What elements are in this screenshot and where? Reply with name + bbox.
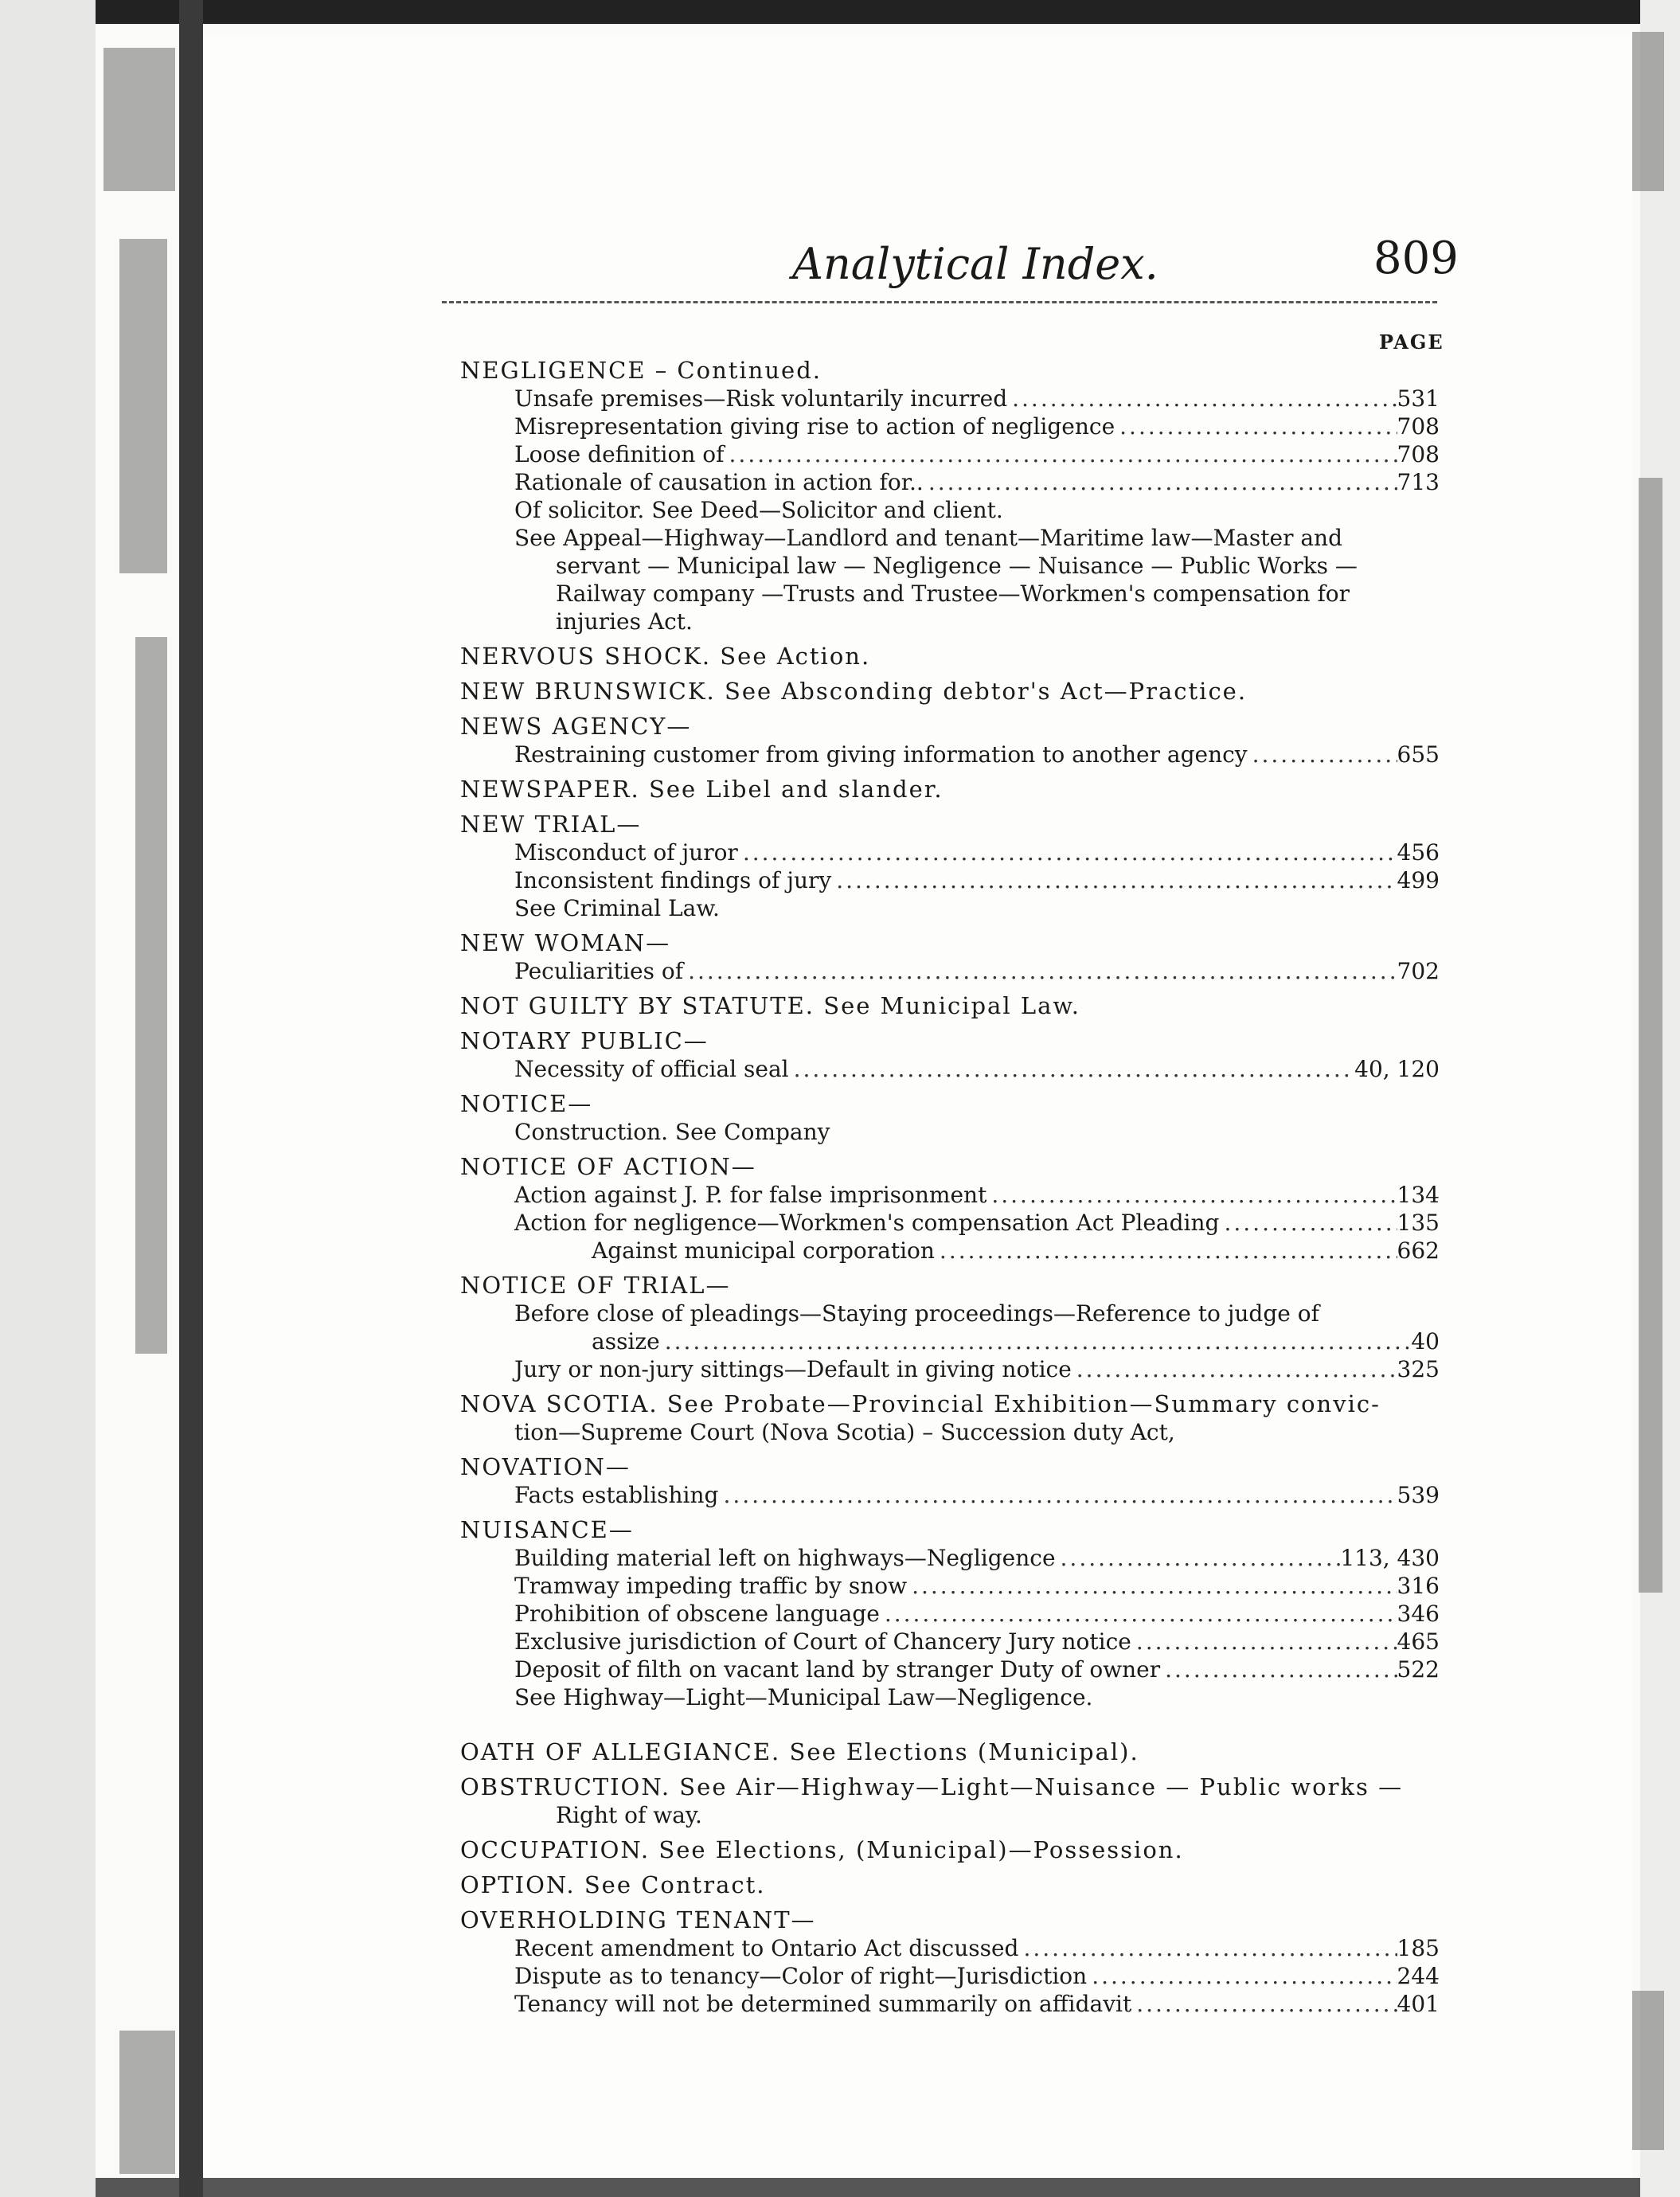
index-subentry <box>460 1355 1440 1383</box>
index-subentry <box>460 1572 1440 1600</box>
entry-page: 113, 430 <box>1340 1545 1440 1571</box>
entry-text: NEW WOMAN— <box>460 929 671 956</box>
entry-text: Necessity of official seal <box>514 1056 789 1082</box>
index-heading <box>460 1906 1440 1934</box>
dot-leader <box>725 440 1397 468</box>
index-heading <box>460 811 1440 839</box>
index-subentry <box>460 412 1440 440</box>
index-heading <box>460 992 1440 1020</box>
entry-text: NEWS AGENCY— <box>460 713 692 740</box>
entry-text: NEW TRIAL— <box>460 811 642 838</box>
index-heading <box>460 643 1440 670</box>
dot-leader <box>1072 1355 1397 1383</box>
entry-page: 316 <box>1397 1573 1440 1599</box>
entry-text: OCCUPATION. See Elections, (Municipal)—Possession. <box>460 1836 1184 1863</box>
entry-page: 655 <box>1397 741 1440 768</box>
index-heading <box>460 1871 1440 1899</box>
entry-text: OBSTRUCTION. See Air—Highway—Light—Nuisance — Public works — <box>460 1773 1404 1800</box>
entry-page: 346 <box>1397 1601 1440 1627</box>
index-subentry <box>460 1481 1440 1509</box>
entry-text: tion—Supreme Court (Nova Scotia) – Succession duty Act, <box>514 1419 1175 1445</box>
entry-text: Recent amendment to Ontario Act discussed <box>514 1935 1019 1961</box>
index-subentry <box>460 440 1440 468</box>
index-body <box>460 357 1440 2018</box>
entry-text: See Highway—Light—Municipal Law—Negligence. <box>514 1684 1093 1710</box>
entry-text: OVERHOLDING TENANT— <box>460 1906 816 1933</box>
index-heading <box>460 776 1440 803</box>
entry-text: injuries Act. <box>556 608 693 635</box>
dot-leader <box>789 1055 1355 1083</box>
entry-text: NOT GUILTY BY STATUTE. See Municipal Law. <box>460 992 1080 1019</box>
index-subentry <box>460 1237 1440 1265</box>
page-column-label: PAGE <box>1379 330 1444 354</box>
entry-text: Restraining customer from giving information to another agency <box>514 741 1248 768</box>
entry-text: Against municipal corporation <box>592 1237 935 1264</box>
entry-page: 244 <box>1397 1963 1440 1989</box>
entry-page: 662 <box>1397 1237 1440 1264</box>
dot-leader <box>1007 385 1397 412</box>
dot-leader <box>1131 1628 1397 1656</box>
dot-leader <box>1131 1990 1397 2018</box>
index-heading <box>460 1027 1440 1055</box>
entry-text: See Appeal—Highway—Landlord and tenant—Maritime law—Master and <box>514 525 1343 551</box>
dot-leader <box>738 839 1397 866</box>
index-heading <box>460 1836 1440 1864</box>
index-subentry <box>460 866 1440 894</box>
entry-text: Facts establishing <box>514 1482 719 1508</box>
index-heading <box>460 1153 1440 1181</box>
entry-text: OPTION. See Contract. <box>460 1871 766 1898</box>
entry-page: 531 <box>1397 385 1440 412</box>
entry-text: Action for negligence—Workmen's compensation Act Pleading <box>514 1210 1220 1236</box>
entry-page: 499 <box>1397 867 1440 893</box>
entry-text: Misconduct of juror <box>514 839 738 866</box>
dot-leader <box>1056 1544 1341 1572</box>
index-heading <box>460 713 1440 741</box>
entry-page: 134 <box>1397 1182 1440 1208</box>
index-heading <box>460 1453 1440 1481</box>
entry-text: Construction. See Company <box>514 1119 830 1145</box>
index-subentry <box>460 1181 1440 1209</box>
index-heading <box>460 1272 1440 1300</box>
entry-text: NOTARY PUBLIC— <box>460 1027 709 1054</box>
entry-text: Building material left on highways—Negligence <box>514 1545 1056 1571</box>
index-subentry <box>460 1628 1440 1656</box>
dot-leader <box>1115 412 1397 440</box>
entry-text: Jury or non-jury sittings—Default in giving notice <box>514 1356 1072 1382</box>
dot-leader <box>880 1600 1397 1628</box>
entry-page: 40 <box>1411 1328 1440 1355</box>
entry-text: Exclusive jurisdiction of Court of Chancery Jury notice <box>514 1628 1131 1655</box>
index-subentry <box>460 1544 1440 1572</box>
dot-leader <box>831 866 1397 894</box>
dot-leader <box>660 1327 1412 1355</box>
entry-text: Right of way. <box>556 1802 702 1828</box>
index-heading <box>460 929 1440 957</box>
index-subentry <box>460 957 1440 985</box>
entry-text: OATH OF ALLEGIANCE. See Elections (Municipal). <box>460 1738 1139 1765</box>
dot-leader <box>1248 741 1397 768</box>
index-heading <box>460 1090 1440 1118</box>
entry-text: Tramway impeding traffic by snow <box>514 1573 908 1599</box>
index-subentry <box>460 468 1440 496</box>
entry-text: servant — Municipal law — Negligence — Nuisance — Public Works — <box>556 553 1358 579</box>
entry-text: NEW BRUNSWICK. See Absconding debtor's Act—Practice. <box>460 678 1248 705</box>
entry-text: NOVA SCOTIA. See Probate—Provincial Exhibition—Summary convic- <box>460 1390 1381 1417</box>
entry-text: Peculiarities of <box>514 958 684 984</box>
entry-page: 702 <box>1397 958 1440 984</box>
entry-text: Inconsistent findings of jury <box>514 867 832 893</box>
running-header: Analytical Index. <box>792 239 1158 289</box>
index-subentry <box>460 1801 1440 1829</box>
entry-page: 185 <box>1397 1935 1440 1961</box>
dot-leader <box>1087 1962 1397 1990</box>
dot-leader <box>718 1481 1397 1509</box>
index-heading <box>460 1390 1440 1418</box>
index-subentry <box>460 1600 1440 1628</box>
entry-text: Action against J. P. for false imprisonment <box>514 1182 987 1208</box>
index-subentry <box>460 1327 1440 1355</box>
entry-page: 708 <box>1397 441 1440 467</box>
entry-text: Deposit of filth on vacant land by stranger Duty of owner <box>514 1656 1161 1683</box>
index-subentry <box>460 385 1440 412</box>
dot-leader <box>1018 1934 1397 1962</box>
index-subentry <box>460 1209 1440 1237</box>
index-subentry <box>460 741 1440 768</box>
entry-page: 325 <box>1397 1356 1440 1382</box>
index-subentry <box>460 580 1440 608</box>
index-subentry <box>460 1683 1440 1711</box>
entry-text: Before close of pleadings—Staying proceedings—Reference to judge of <box>514 1300 1319 1327</box>
dot-leader <box>935 1237 1397 1265</box>
entry-text: Unsafe premises—Risk voluntarily incurred <box>514 385 1008 412</box>
entry-text: NERVOUS SHOCK. See Action. <box>460 643 871 670</box>
index-subentry <box>460 1990 1440 2018</box>
entry-page: 522 <box>1397 1656 1440 1683</box>
index-subentry <box>460 524 1440 552</box>
index-heading <box>460 678 1440 706</box>
index-subentry <box>460 1300 1440 1327</box>
entry-page: 456 <box>1397 839 1440 866</box>
index-subentry <box>460 839 1440 866</box>
entry-text: NEWSPAPER. See Libel and slander. <box>460 776 944 803</box>
entry-text: Of solicitor. See Deed—Solicitor and client. <box>514 497 1003 523</box>
dot-leader <box>924 468 1397 496</box>
dot-leader <box>1160 1656 1397 1683</box>
entry-text: NOTICE OF TRIAL— <box>460 1272 731 1299</box>
entry-text: Prohibition of obscene language <box>514 1601 880 1627</box>
index-subentry <box>460 1656 1440 1683</box>
entry-text: Railway company —Trusts and Trustee—Workmen's compensation for <box>556 581 1350 607</box>
entry-page: 401 <box>1397 1991 1440 2017</box>
header-rule <box>442 301 1437 303</box>
index-subentry <box>460 1055 1440 1083</box>
entry-text: NOVATION— <box>460 1453 631 1480</box>
dot-leader <box>987 1181 1397 1209</box>
index-heading <box>460 357 1440 385</box>
entry-text: Tenancy will not be determined summarily on affidavit <box>514 1991 1132 2017</box>
dot-leader <box>907 1572 1397 1600</box>
entry-text: assize <box>592 1328 660 1355</box>
index-heading <box>460 1516 1440 1544</box>
index-heading <box>460 1738 1440 1766</box>
entry-text: See Criminal Law. <box>514 895 720 921</box>
entry-page: 708 <box>1397 413 1440 440</box>
entry-text: NOTICE— <box>460 1090 593 1117</box>
entry-page: 135 <box>1397 1210 1440 1236</box>
index-subentry <box>460 552 1440 580</box>
entry-page: 713 <box>1397 469 1440 495</box>
index-subentry <box>460 1962 1440 1990</box>
index-subentry <box>460 496 1440 524</box>
dot-leader <box>1219 1209 1397 1237</box>
index-subentry <box>460 894 1440 922</box>
entry-text: Rationale of causation in action for.. <box>514 469 924 495</box>
entry-text: Misrepresentation giving rise to action of negligence <box>514 413 1115 440</box>
entry-text: Loose definition of <box>514 441 725 467</box>
entry-page: 539 <box>1397 1482 1440 1508</box>
index-subentry <box>460 1934 1440 1962</box>
entry-text: Dispute as to tenancy—Color of right—Jurisdiction <box>514 1963 1088 1989</box>
page-number: 809 <box>1373 233 1459 284</box>
index-heading <box>460 1773 1440 1801</box>
dot-leader <box>683 957 1397 985</box>
entry-text: NUISANCE— <box>460 1516 634 1543</box>
index-subentry <box>460 1118 1440 1146</box>
entry-text: NEGLIGENCE – Continued. <box>460 357 822 384</box>
entry-text: NOTICE OF ACTION— <box>460 1153 756 1180</box>
entry-page: 40, 120 <box>1354 1056 1440 1082</box>
index-subentry <box>460 608 1440 635</box>
index-subentry <box>460 1418 1440 1446</box>
entry-page: 465 <box>1397 1628 1440 1655</box>
